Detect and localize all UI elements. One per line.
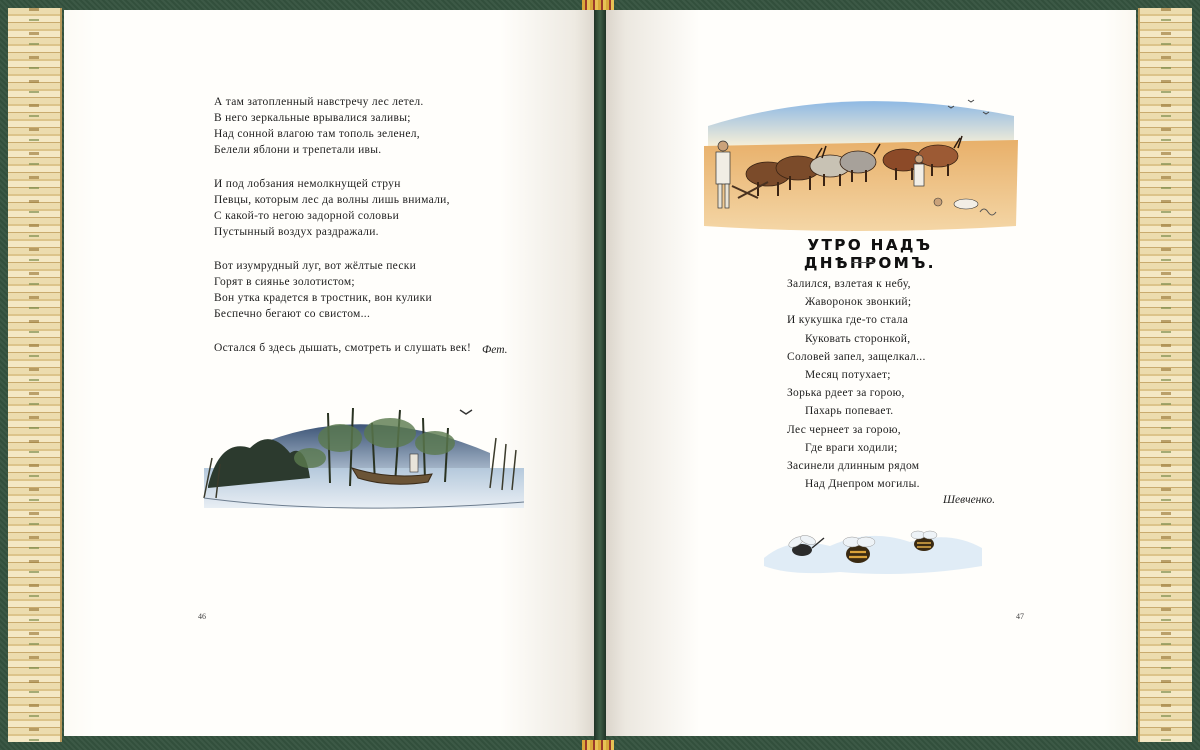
vignette-boatman xyxy=(410,454,418,472)
right-author-signature: Шевченко. xyxy=(943,494,995,506)
plow-sky xyxy=(708,101,1014,146)
stanza-4 xyxy=(214,340,514,356)
plow-boy xyxy=(914,155,924,186)
poem-line: Беспечно бегают со свистом... xyxy=(214,308,371,320)
poem-line: И кукушка где-то стала xyxy=(787,314,909,327)
poem-line: Вон утка крадется в тростник, вон кулики xyxy=(214,292,432,304)
left-author-signature: Фет. xyxy=(482,344,508,356)
bookmark-ribbon-bottom xyxy=(582,740,614,750)
poem-line: Месяц потухает; xyxy=(805,368,891,381)
right-page-edge xyxy=(1138,8,1192,742)
poem-line: Лес чернеет за горою, xyxy=(787,423,901,436)
right-poem xyxy=(787,275,1027,493)
poem-line: Певцы, которым лес да волны лишь внимали, xyxy=(214,194,450,206)
poem-line: А там затопленный навстречу лес летел. xyxy=(214,96,424,108)
right-edge-ornament xyxy=(1161,8,1171,742)
poem-line: Залился, взлетая к небу, xyxy=(787,278,911,290)
poem-line: В него зеркальные врывалися заливы; xyxy=(214,112,411,124)
poem-title: УТРО НАДЪ ДНѢПРОМЪ. xyxy=(803,236,937,272)
vignette-bird xyxy=(460,410,472,414)
poem-line: С какой-то негою задорной соловьи xyxy=(214,210,400,222)
poem-line: Куковать сторонкой, xyxy=(805,332,911,345)
left-edge-ornament xyxy=(29,8,39,742)
poem-line: Соловей запел, защелкал... xyxy=(787,350,926,363)
poem-line: Вот изумрудный луг, вот жёлтые пески xyxy=(214,260,417,272)
poem-line: Пустынный воздух раздражали. xyxy=(214,226,379,238)
poem-line: Остался б здесь дышать, смотреть и слушать век! xyxy=(214,342,472,354)
poem-line: Пахарь попевает. xyxy=(805,405,894,418)
right-page-number: 47 xyxy=(1016,612,1024,621)
stanza-3 xyxy=(214,258,514,322)
bookmark-ribbon-top xyxy=(582,0,614,10)
forest-river-boat-vignette xyxy=(190,398,530,516)
oxen-plowing-field-vignette xyxy=(698,86,1024,232)
left-page-number: 46 xyxy=(198,612,206,621)
poem-line: Засинели длинным рядом xyxy=(787,459,920,472)
bees-vignette xyxy=(760,518,986,580)
poem-line: Горят в сиянье золотистом; xyxy=(214,276,355,288)
poem-line: Над Днепром могилы. xyxy=(805,478,920,491)
left-poem xyxy=(214,94,514,374)
stanza-1 xyxy=(214,94,514,158)
poem-line: Зорька рдеет за горою, xyxy=(787,387,905,400)
title-divider xyxy=(852,262,874,263)
book-spine xyxy=(594,0,606,750)
poem-line: Где враги ходили; xyxy=(805,441,898,454)
left-page-edge xyxy=(8,8,62,742)
poem-line: Белели яблони и трепетали ивы. xyxy=(214,144,382,156)
stanza-2 xyxy=(214,176,514,240)
poem-line: Над сонной влагою там тополь зеленел, xyxy=(214,128,420,140)
poem-line: И под лобзания немолкнущей струн xyxy=(214,178,401,190)
poem-line: Жаворонок звонкий; xyxy=(805,296,912,309)
